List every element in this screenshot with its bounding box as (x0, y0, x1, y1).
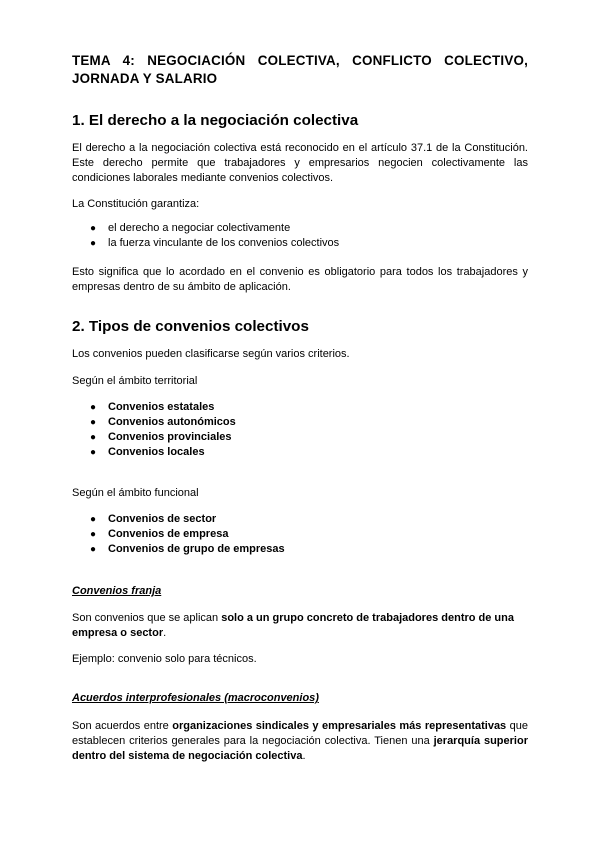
section-1-paragraph-2: La Constitución garantiza: (72, 198, 200, 210)
territorial-list (72, 400, 236, 460)
territorial-label: Según el ámbito territorial (72, 375, 198, 387)
funcional-list (72, 512, 285, 557)
section-1-paragraph-3: Esto significa que lo acordado en el convenio es obligatorio para todos los trabajadores y empresas dentro de su ámbito de aplicación. (72, 266, 528, 294)
section-2-heading: 2. Tipos de convenios colectivos (72, 318, 309, 335)
list-item: ● Convenios estatales (90, 401, 215, 413)
list-item: ● el derecho a negociar colectivamente (90, 222, 291, 234)
franja-heading: Convenios franja (72, 585, 162, 597)
franja-paragraph: Son convenios que se aplican solo a un grupo concreto de trabajadores dentro de una empresa o sector. (72, 612, 514, 640)
guarantees-list (72, 221, 339, 251)
acuerdos-heading: Acuerdos interprofesionales (macroconvenios) (72, 692, 319, 704)
list-item: ● Convenios de grupo de empresas (90, 543, 285, 555)
list-item: ● la fuerza vinculante de los convenios colectivos (90, 237, 340, 249)
list-item: ● Convenios de sector (90, 513, 217, 525)
document-title: TEMA 4: NEGOCIACIÓN COLECTIVA, CONFLICTO COLECTIVO, JORNADA Y SALARIO (72, 53, 528, 86)
franja-example: Ejemplo: convenio solo para técnicos. (72, 653, 257, 665)
section-1-heading: 1. El derecho a la negociación colectiva (72, 112, 359, 129)
acuerdos-paragraph: Son acuerdos entre organizaciones sindicales y empresariales más representativas que establecen criterios generales para la negociación colectiva. Tienen una jerarquía superior dentro del sistema de negociación colectiva. (72, 720, 528, 763)
section-2-intro: Los convenios pueden clasificarse según varios criterios. (72, 348, 350, 360)
funcional-label: Según el ámbito funcional (72, 487, 199, 499)
list-item: ● Convenios provinciales (90, 431, 232, 443)
list-item: ● Convenios locales (90, 446, 205, 458)
list-item: ● Convenios de empresa (90, 528, 229, 540)
list-item: ● Convenios autonómicos (90, 416, 236, 428)
section-1-paragraph-1: El derecho a la negociación colectiva está reconocido en el artículo 37.1 de la Constitución. Este derecho permite que trabajadores y empresarios negocien colectivamente las condiciones laborales mediante convenios colectivos. (72, 142, 528, 185)
